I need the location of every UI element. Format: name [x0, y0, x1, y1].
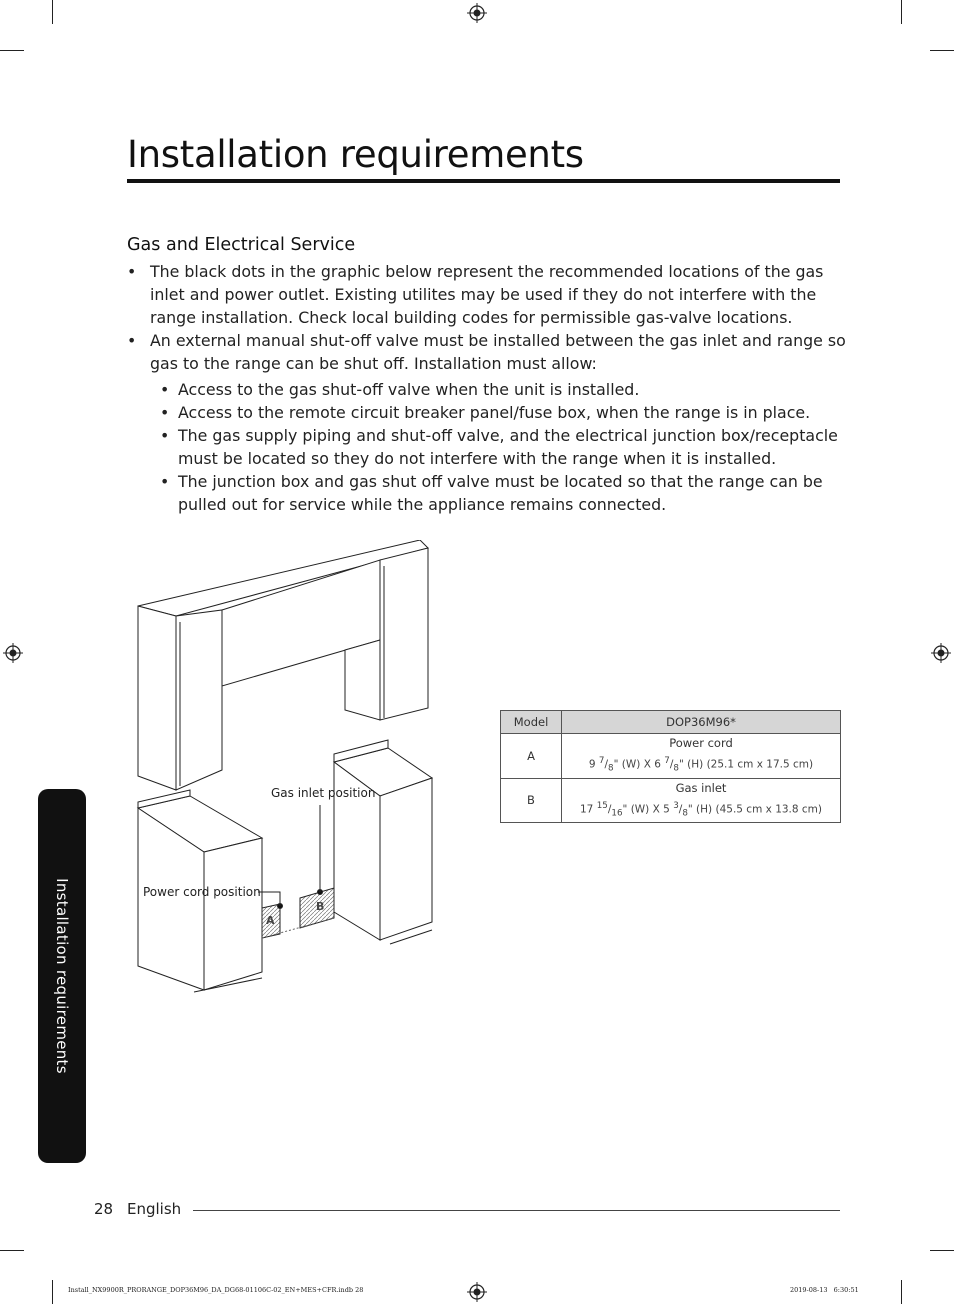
list-item [160, 470, 848, 516]
bullet-icon: • [160, 472, 170, 491]
installation-diagram [130, 540, 440, 1000]
table-row [501, 778, 841, 823]
registration-mark-icon [3, 643, 23, 663]
title-rule [127, 179, 840, 183]
list-item [160, 378, 848, 401]
table-cell-key: B [501, 778, 562, 823]
table-cell-value [562, 778, 841, 823]
list-item-text: An external manual shut-off valve must be installed between the gas inlet and range so gas to the range can be shut off. Installation must allow: [150, 331, 846, 373]
bullet-icon: • [160, 426, 170, 445]
gas-inlet-label: Gas inlet position [271, 786, 376, 800]
list-item-text: The black dots in the graphic below represent the recommended locations of the gas inlet and power outlet. Existing utilites may be used if they do not interfere with the range installation. Check local building codes for permissible gas-valve locations. [150, 262, 824, 327]
table-header-row [501, 711, 841, 734]
marker-a: A [266, 914, 275, 927]
bullet-icon: • [160, 380, 170, 399]
row-label: Gas inlet [675, 780, 727, 795]
crop-mark [0, 50, 24, 51]
bullet-icon: • [160, 403, 170, 422]
table-cell-key: A [501, 734, 562, 779]
table-header-value: DOP36M96* [562, 711, 841, 734]
page-title: Installation requirements [127, 133, 584, 176]
list-item [160, 424, 848, 470]
crop-mark [901, 0, 902, 24]
sub-bullet-list [160, 378, 848, 516]
footer-language: English [127, 1200, 182, 1218]
list-item-text: The gas supply piping and shut-off valve, and the electrical junction box/receptacle must be located so they do not interfere with the range when it is installed. [178, 426, 838, 468]
bullet-icon: • [127, 262, 137, 281]
row-dimensions: 9 $^7/_8$" (W) X 6 $^7/_8$" (H) (25.1 cm x 17.5 cm) [588, 756, 814, 774]
power-cord-label: Power cord position [143, 885, 261, 899]
registration-mark-icon [467, 3, 487, 23]
list-item [160, 401, 848, 424]
bullet-icon: • [127, 331, 137, 350]
side-tab [38, 789, 86, 1163]
marker-b: B [316, 900, 325, 913]
registration-mark-icon [931, 643, 951, 663]
list-item-text: Access to the remote circuit breaker panel/fuse box, when the range is in place. [178, 403, 811, 422]
print-date-info: 2019-08-13 6:30:51 [790, 1286, 859, 1294]
bullet-list [127, 260, 850, 375]
table-row [501, 734, 841, 779]
row-label: Power cord [669, 736, 733, 750]
footer-rule [193, 1210, 840, 1211]
table-header-model: Model [501, 711, 562, 734]
section-heading: Gas and Electrical Service [127, 235, 356, 255]
row-dimensions: 17 $^{15}/_{16}$" (W) X 5 $^3/_8$" (H) (45.5 cm x 13.8 cm) [579, 800, 823, 819]
crop-mark [930, 1250, 954, 1251]
list-item-text: The junction box and gas shut off valve must be located so that the range can be pulled out for service while the appliance remains connected. [178, 472, 823, 514]
crop-mark [52, 1280, 53, 1304]
table-cell-value [562, 734, 841, 779]
crop-mark [901, 1280, 902, 1304]
crop-mark [0, 1250, 24, 1251]
list-item-text: Access to the gas shut-off valve when the unit is installed. [178, 380, 640, 399]
registration-mark-icon [467, 1282, 487, 1302]
crop-mark [930, 50, 954, 51]
print-file-info: Install_NX9900R_PRORANGE_DOP36M96_DA_DG68-01106C-02_EN+MES+CFR.indb 28 [68, 1286, 364, 1294]
side-tab-label: Installation requirements [53, 878, 71, 1074]
list-item [127, 260, 850, 329]
right-cabinet [334, 740, 432, 944]
page-number: 28 [94, 1200, 114, 1218]
crop-mark [52, 0, 53, 24]
spec-table [500, 710, 841, 823]
list-item [127, 329, 850, 375]
